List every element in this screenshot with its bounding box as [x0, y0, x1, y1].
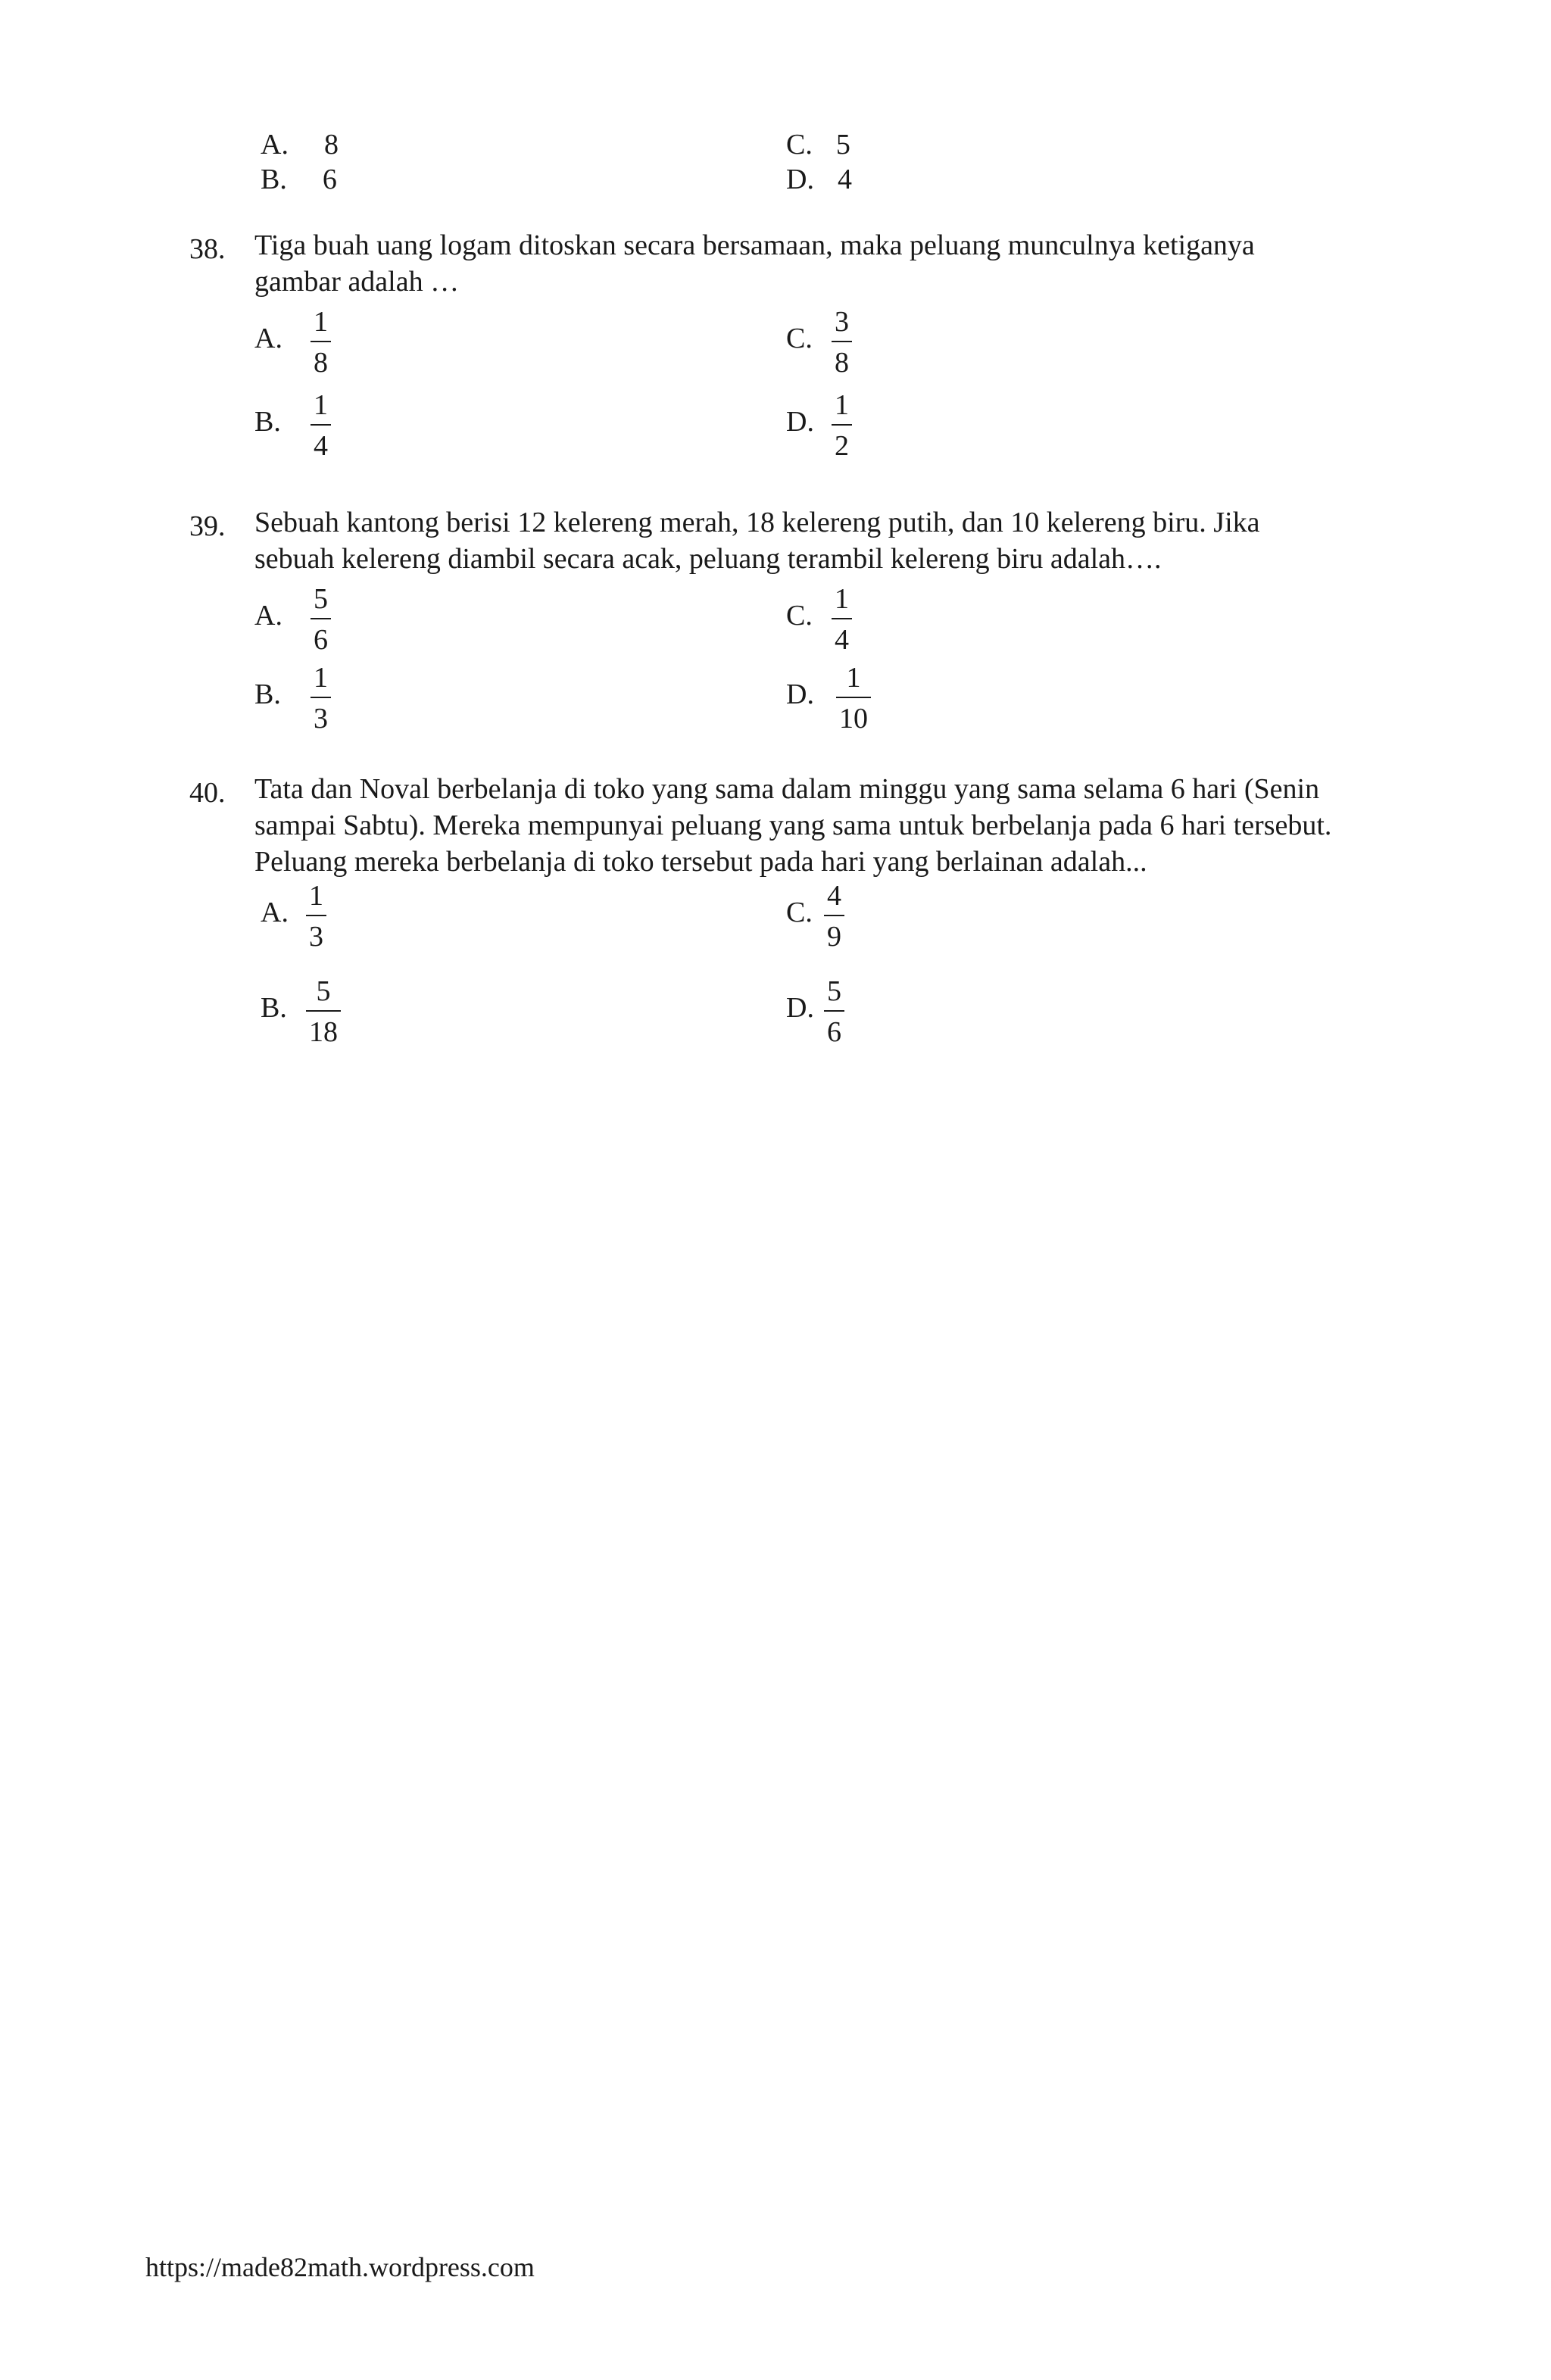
question-line: sampai Sabtu). Mereka mempunyai peluang yang sama untuk berbelanja pada 6 hari tersebut. [254, 809, 1332, 841]
denominator: 6 [314, 624, 328, 656]
q37-option-c [786, 130, 850, 159]
question-number-40: 40. [189, 777, 226, 809]
question-number-39: 39. [189, 510, 226, 542]
denominator: 8 [314, 347, 328, 379]
numerator: 1 [835, 389, 849, 421]
q40-option-d-fraction [824, 977, 844, 1047]
denominator: 2 [835, 430, 849, 462]
footer-url: https://made82math.wordpress.com [145, 2252, 535, 2282]
denominator: 4 [314, 430, 328, 462]
denominator: 10 [839, 703, 868, 735]
denominator: 3 [309, 921, 323, 953]
question-line: Sebuah kantong berisi 12 kelereng merah, 18 kelereng putih, dan 10 kelereng biru. Jika [254, 507, 1260, 538]
q39-option-c-fraction [832, 585, 852, 654]
option-label: D. [786, 164, 814, 195]
q37-option-b [261, 165, 337, 194]
q38-option-a-label: A. [254, 323, 282, 354]
question-text-39 [254, 504, 1404, 577]
question-text-40 [254, 771, 1404, 880]
q40-option-c-label: C. [786, 897, 813, 928]
numerator: 1 [309, 880, 323, 912]
option-value: 6 [322, 164, 337, 195]
q40-option-a-label: A. [261, 897, 289, 928]
numerator: 5 [314, 583, 328, 615]
q40-option-c-fraction [824, 881, 844, 951]
q37-option-a [261, 130, 339, 159]
q39-option-c-label: C. [786, 600, 813, 632]
numerator: 5 [316, 975, 331, 1007]
q39-option-a-fraction [311, 585, 331, 654]
q39-option-d-fraction [836, 663, 871, 733]
q40-option-a-fraction [306, 881, 326, 951]
q40-option-b-fraction [306, 977, 341, 1047]
question-line: Peluang mereka berbelanja di toko tersebut pada hari yang berlainan adalah... [254, 846, 1147, 878]
question-line: Tata dan Noval berbelanja di toko yang sama dalam minggu yang sama selama 6 hari (Senin [254, 773, 1320, 805]
q40-option-b-label: B. [261, 992, 287, 1024]
q39-option-b-fraction [311, 663, 331, 733]
numerator: 3 [835, 306, 849, 338]
option-value: 5 [835, 129, 850, 161]
denominator: 4 [835, 624, 849, 656]
q38-option-b-fraction [311, 391, 331, 460]
option-label: C. [786, 129, 813, 161]
numerator: 5 [827, 975, 841, 1007]
option-value: 8 [323, 129, 339, 161]
numerator: 1 [314, 306, 328, 338]
denominator: 6 [827, 1016, 841, 1048]
question-number-38: 38. [189, 233, 226, 265]
q38-option-d-label: D. [786, 406, 814, 438]
numerator: 1 [314, 389, 328, 421]
q38-option-a-fraction [311, 307, 331, 377]
question-text-38 [254, 227, 1404, 300]
denominator: 9 [827, 921, 841, 953]
numerator: 4 [827, 880, 841, 912]
q38-option-b-label: B. [254, 406, 281, 438]
question-line: sebuah kelereng diambil secara acak, peluang terambil kelereng biru adalah…. [254, 543, 1162, 575]
option-label: B. [261, 164, 287, 195]
q40-option-d-label: D. [786, 992, 814, 1024]
q39-option-d-label: D. [786, 678, 814, 710]
q38-option-c-fraction [832, 307, 852, 377]
denominator: 18 [309, 1016, 338, 1048]
numerator: 1 [835, 583, 849, 615]
question-line: gambar adalah … [254, 266, 460, 298]
q39-option-a-label: A. [254, 600, 282, 632]
q38-option-c-label: C. [786, 323, 813, 354]
q37-option-d [786, 165, 852, 194]
denominator: 3 [314, 703, 328, 735]
question-line: Tiga buah uang logam ditoskan secara bersamaan, maka peluang munculnya ketiganya [254, 229, 1255, 261]
q38-option-d-fraction [832, 391, 852, 460]
numerator: 1 [314, 662, 328, 694]
numerator: 1 [846, 662, 861, 694]
q39-option-b-label: B. [254, 678, 281, 710]
denominator: 8 [835, 347, 849, 379]
option-value: 4 [837, 164, 852, 195]
option-label: A. [261, 129, 289, 161]
